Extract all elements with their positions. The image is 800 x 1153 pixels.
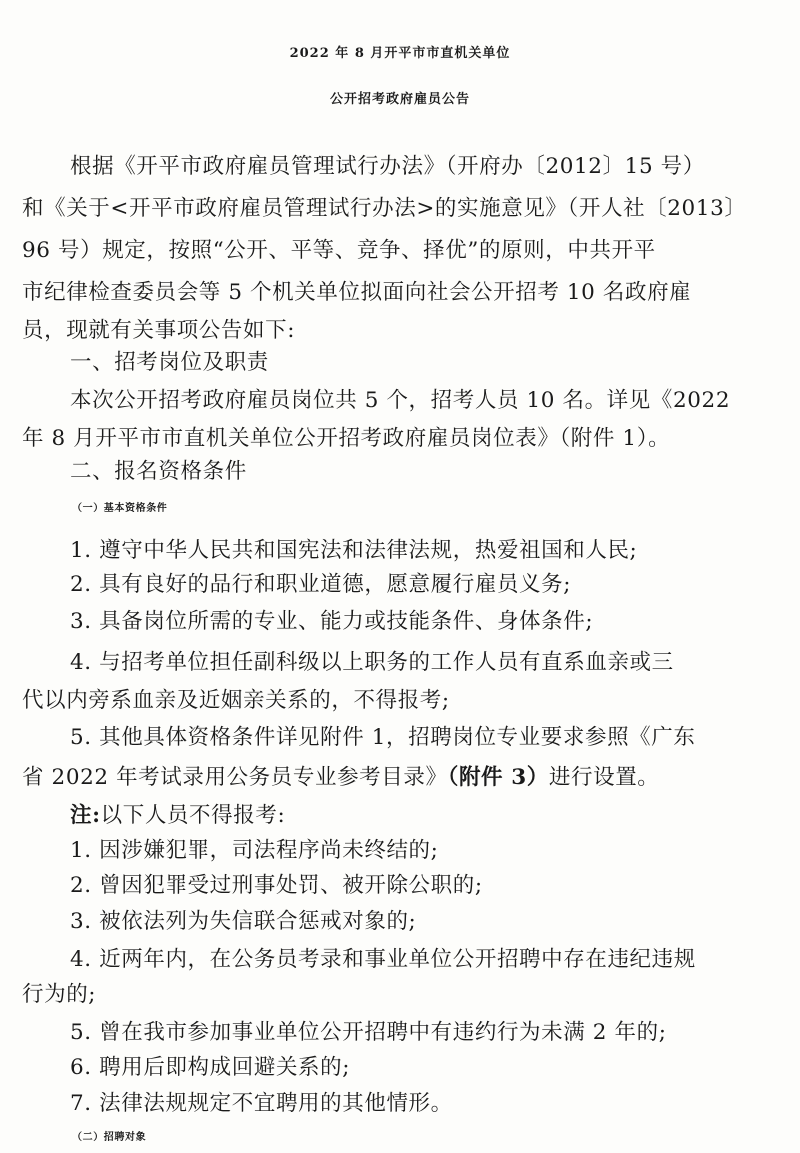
section-heading: 二、报名资格条件 [70,459,247,484]
note-line [70,801,780,831]
body-text-segment: 进行设置。 [548,765,660,790]
list-item-continuation [22,763,780,793]
list-item: 2. 曾因犯罪受过刑事处罚、被开除公职的; [70,873,483,898]
body-text-line: 本次公开招考政府雇员岗位共 5 个，招考人员 10 名。详见《2022 [70,388,731,413]
body-text-segment: 省 2022 年考试录用公务员专业参考目录》 [22,765,448,790]
document-title-line-2: 公开招考政府雇员公告 [329,92,470,107]
list-item: 1. 遵守中华人民共和国宪法和法律法规，热爱祖国和人民; [70,538,638,563]
body-text-line: 年 8 月开平市市直机关单位公开招考政府雇员岗位表》（附件 1）。 [22,426,671,451]
list-item: 4. 与招考单位担任副科级以上职务的工作人员有直系血亲或三 [70,650,674,675]
list-item: 1. 因涉嫌犯罪，司法程序尚未终结的; [70,838,439,863]
section-heading: 一、招考岗位及职责 [70,350,269,375]
list-item: 3. 被依法列为失信联合惩戒对象的; [70,909,417,934]
note-label: 注: [70,803,101,828]
list-item: 4. 近两年内，在公务员考录和事业单位公开招聘中存在违纪违规 [70,947,696,972]
note-text: 以下人员不得报考: [100,803,286,828]
list-item: 7. 法律法规规定不宜聘用的其他情形。 [70,1091,453,1116]
document-title-line-1: 2022 年 8 月开平市市直机关单位 [289,46,511,61]
body-text-line: 根据《开平市政府雇员管理试行办法》（开府办〔2012〕15 号） [70,154,705,179]
subsection-heading: （一）基本资格条件 [72,503,168,514]
body-text-line: 市纪律检查委员会等 5 个机关单位拟面向社会公开招考 10 名政府雇 [22,280,692,305]
list-item: 2. 具有良好的品行和职业道德，愿意履行雇员义务; [70,572,572,597]
list-item-continuation: 代以内旁系血亲及近姻亲关系的，不得报考; [22,688,450,713]
subsection-heading: （二）招聘对象 [72,1132,147,1143]
body-text-line: 员，现就有关事项公告如下: [22,318,296,343]
list-item: 3. 具备岗位所需的专业、能力或技能条件、身体条件; [70,609,594,634]
body-text-line: 96 号）规定，按照“公开、平等、竞争、择优”的原则，中共开平 [22,238,656,263]
attachment-reference: （附件 3） [447,765,549,790]
body-text-line: 和《关于<开平市政府雇员管理试行办法>的实施意见》（开人社〔2013〕 [22,196,747,221]
list-item-continuation: 行为的; [22,982,97,1007]
list-item: 5. 其他具体资格条件详见附件 1，招聘岗位专业要求参照《广东 [70,725,696,750]
list-item: 5. 曾在我市参加事业单位公开招聘中有违约行为未满 2 年的; [70,1020,667,1045]
list-item: 6. 聘用后即构成回避关系的; [70,1055,351,1080]
